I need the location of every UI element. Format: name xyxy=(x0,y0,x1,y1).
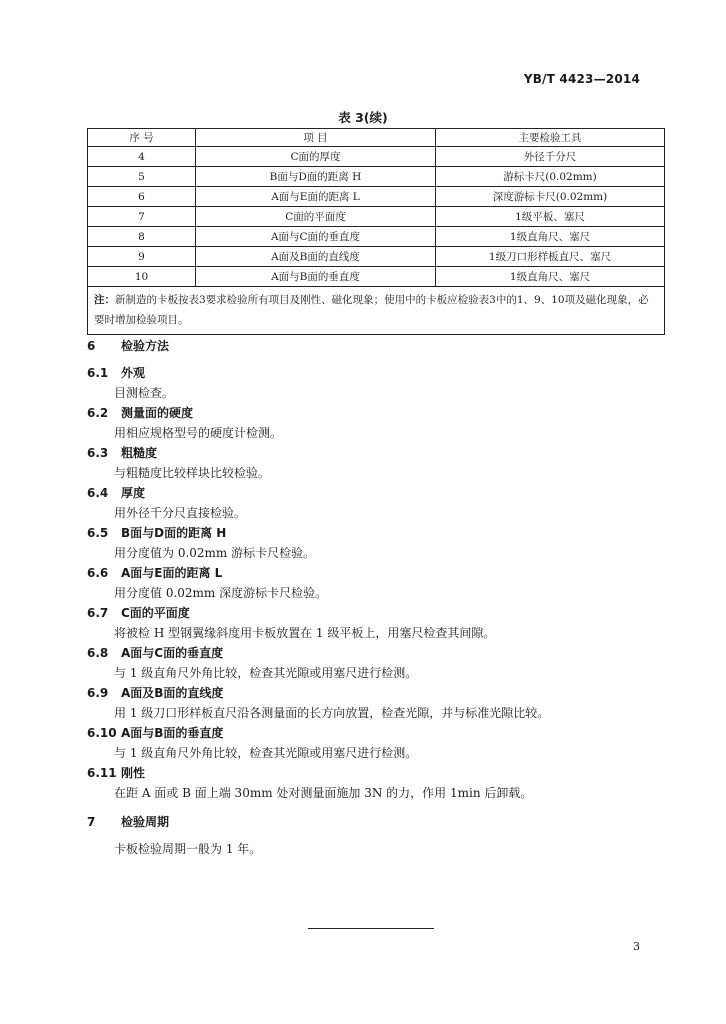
subsection-number: 6.10 xyxy=(87,726,117,740)
section-number: 7 xyxy=(87,815,96,829)
table-row xyxy=(88,167,665,187)
section-body: 卡板检验周期一般为 1 年。 xyxy=(114,842,262,856)
subsection-number: 6.1 xyxy=(87,366,109,380)
cell-no: 9 xyxy=(88,247,196,267)
subsection-heading xyxy=(87,723,667,743)
subsection-heading xyxy=(87,763,667,783)
subsection-number: 6.6 xyxy=(87,566,109,580)
cell-no: 10 xyxy=(88,267,196,287)
subsection-body: 将被检 H 型钢翼缘斜度用卡板放置在 1 级平板上，用塞尺检查其间隙。 xyxy=(114,626,496,640)
subsection-number: 6.8 xyxy=(87,646,109,660)
cell-tool: 1级平板、塞尺 xyxy=(436,207,665,227)
cell-tool: 深度游标卡尺(0.02mm) xyxy=(436,187,665,207)
subsection-title: 粗糙度 xyxy=(121,446,158,460)
subsection-body: 用外径千分尺直接检验。 xyxy=(114,506,247,520)
cell-item: A面及B面的直线度 xyxy=(196,247,436,267)
page-number: 3 xyxy=(633,940,640,953)
header-item: 项 目 xyxy=(196,129,436,147)
subsection-body: 用 1 级刀口形样板直尺沿各测量面的长方向放置，检查光隙，并与标准光隙比较。 xyxy=(114,706,550,720)
document-body xyxy=(87,336,667,859)
subsection-title: 厚度 xyxy=(121,486,146,500)
subsection-title: 刚性 xyxy=(121,766,146,780)
subsection-body: 用相应规格型号的硬度计检测。 xyxy=(114,426,283,440)
cell-tool: 1级刀口形样板直尺、塞尺 xyxy=(436,247,665,267)
subsection-body: 与粗糙度比较样块比较检验。 xyxy=(114,466,271,480)
section-title: 检验方法 xyxy=(121,339,170,353)
table-row xyxy=(88,207,665,227)
subsection-title: 外观 xyxy=(121,366,146,380)
cell-no: 4 xyxy=(88,147,196,167)
inspection-table xyxy=(87,128,665,335)
cell-no: 5 xyxy=(88,167,196,187)
cell-item: A面与E面的距离 L xyxy=(196,187,436,207)
table-note-row xyxy=(88,287,665,335)
section-number: 6 xyxy=(87,339,96,353)
table-header-row xyxy=(88,129,665,147)
subsection-body: 与 1 级直角尺外角比较，检查其光隙或用塞尺进行检测。 xyxy=(114,746,418,760)
table-row xyxy=(88,147,665,167)
subsection-number: 6.3 xyxy=(87,446,109,460)
section-heading xyxy=(87,812,667,832)
table-note xyxy=(88,287,665,335)
header-no: 序 号 xyxy=(88,129,196,147)
table-row xyxy=(88,247,665,267)
cell-item: C面的厚度 xyxy=(196,147,436,167)
subsection-body: 与 1 级直角尺外角比较，检查其光隙或用塞尺进行检测。 xyxy=(114,666,418,680)
subsection-heading xyxy=(87,563,667,583)
subsection-title: A面与C面的垂直度 xyxy=(121,646,224,660)
section-title: 检验周期 xyxy=(121,815,170,829)
subsection-body: 用分度值为 0.02mm 游标卡尺检验。 xyxy=(114,546,316,560)
subsection-heading xyxy=(87,523,667,543)
cell-item: C面的平面度 xyxy=(196,207,436,227)
subsection-body: 目测检查。 xyxy=(114,386,175,400)
subsection-title: 测量面的硬度 xyxy=(121,406,194,420)
cell-tool: 外径千分尺 xyxy=(436,147,665,167)
subsection-number: 6.9 xyxy=(87,686,109,700)
cell-no: 6 xyxy=(88,187,196,207)
table-row xyxy=(88,267,665,287)
subsection-heading xyxy=(87,403,667,423)
subsection-heading xyxy=(87,603,667,623)
subsection-number: 6.5 xyxy=(87,526,109,540)
cell-no: 8 xyxy=(88,227,196,247)
table-caption: 表 3(续) xyxy=(338,110,388,125)
cell-tool: 1级直角尺、塞尺 xyxy=(436,267,665,287)
subsection-title: A面及B面的直线度 xyxy=(121,686,224,700)
subsection-number: 6.11 xyxy=(87,766,117,780)
note-text: 新制造的卡板按表3要求检验所有项目及刚性、磁化现象；使用中的卡板应检验表3中的1、9、10项及磁化现象，必要时增加检验项目。 xyxy=(94,294,649,326)
cell-tool: 游标卡尺(0.02mm) xyxy=(436,167,665,187)
table-row xyxy=(88,187,665,207)
cell-item: B面与D面的距离 H xyxy=(196,167,436,187)
cell-tool: 1级直角尺、塞尺 xyxy=(436,227,665,247)
section-heading xyxy=(87,336,667,356)
subsection-heading xyxy=(87,483,667,503)
standard-code: YB/T 4423—2014 xyxy=(523,72,640,86)
note-label: 注： xyxy=(94,294,115,306)
header-tool: 主要检验工具 xyxy=(436,129,665,147)
subsection-title: C面的平面度 xyxy=(121,606,190,620)
subsection-title: B面与D面的距离 H xyxy=(121,526,227,540)
subsection-heading xyxy=(87,363,667,383)
subsection-heading xyxy=(87,443,667,463)
subsection-body: 在距 A 面或 B 面上端 30mm 处对测量面施加 3N 的力，作用 1min 后卸载。 xyxy=(114,786,533,800)
subsection-title: A面与B面的垂直度 xyxy=(121,726,224,740)
cell-item: A面与C面的垂直度 xyxy=(196,227,436,247)
subsection-body: 用分度值 0.02mm 深度游标卡尺检验。 xyxy=(114,586,328,600)
cell-no: 7 xyxy=(88,207,196,227)
subsection-title: A面与E面的距离 L xyxy=(121,566,223,580)
subsection-number: 6.2 xyxy=(87,406,109,420)
footer-rule xyxy=(308,928,434,929)
subsection-number: 6.4 xyxy=(87,486,109,500)
table-row xyxy=(88,227,665,247)
subsection-number: 6.7 xyxy=(87,606,109,620)
cell-item: A面与B面的垂直度 xyxy=(196,267,436,287)
subsection-heading xyxy=(87,643,667,663)
subsection-heading xyxy=(87,683,667,703)
